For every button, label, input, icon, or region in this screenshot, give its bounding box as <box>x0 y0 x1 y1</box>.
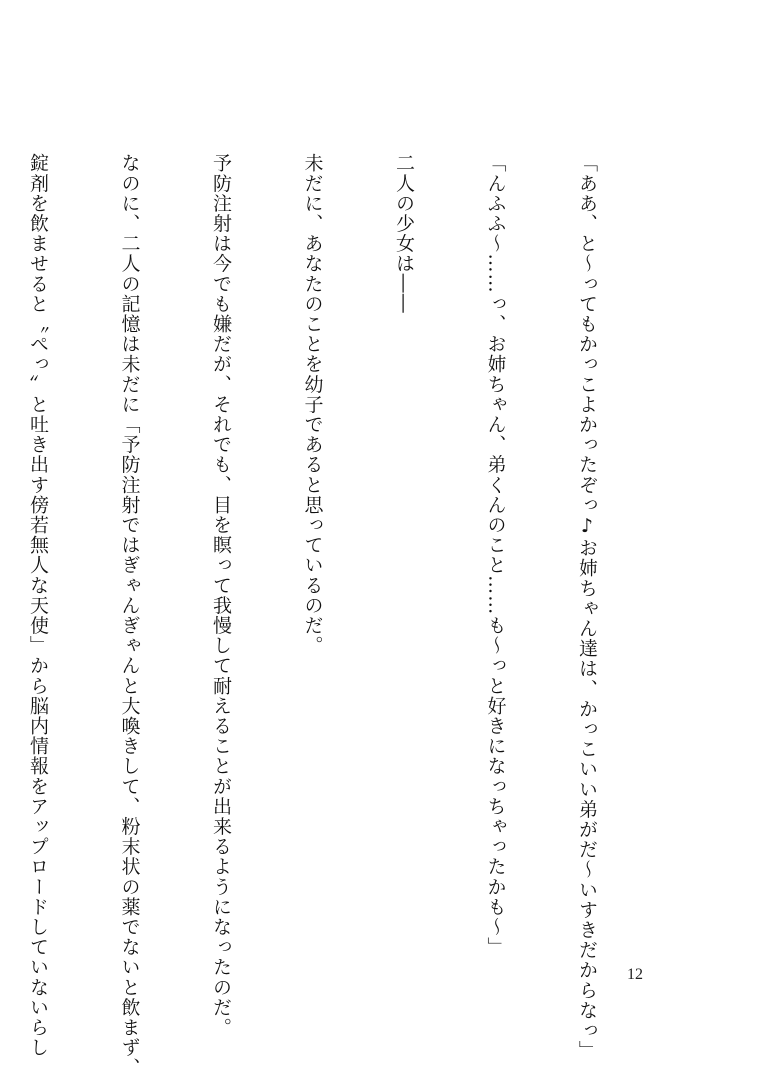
text-line: 二人の少女は―― <box>393 153 415 314</box>
text-line: 予防注射は今でも嫌だが、それでも、目を瞑って我慢して耐えることが出来るようになったのだ。 <box>210 153 232 1038</box>
text-line: なのに、二人の記憶は未だに「予防注射ではぎゃんぎゃんと大喚きして、粉末状の薬でないと飲まず、 <box>118 153 141 1078</box>
text-line: 錠剤を飲ませると〝ぺっ〟と吐き出す傍若無人な天使」から脳内情報をアップロードしていないらし <box>27 153 49 1058</box>
text-line: 「ああ、と〜ってもかっこよかったぞっ♪お姉ちゃん達は、かっこいい弟がだ〜いすきだからなっ」 <box>576 153 598 1061</box>
page-number: 12 <box>627 966 643 983</box>
text-line: 「んふふ〜……っ、お姉ちゃん、弟くんのこと……も〜っと好きになっちゃったかも〜」 <box>484 153 507 957</box>
text-line: 未だに、あなたのことを幼子であると思っているのだ。 <box>301 153 324 656</box>
